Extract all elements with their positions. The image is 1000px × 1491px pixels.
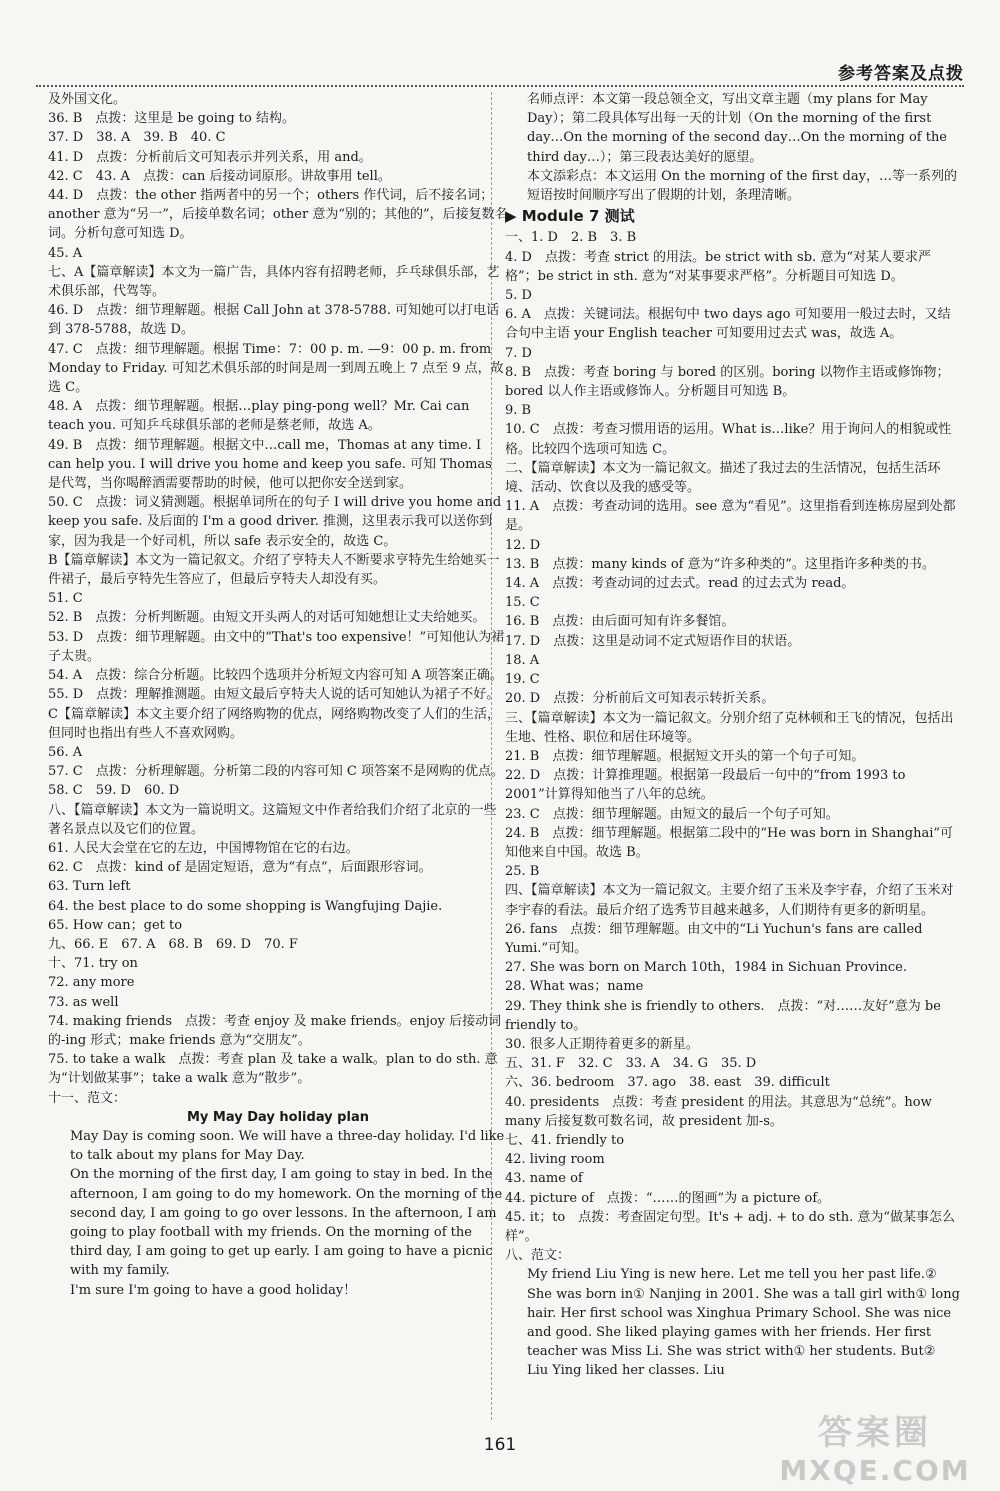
answer-line: 9. B <box>505 403 532 419</box>
answer-line: 44. picture of 点拨：“……的图画”为 a picture of。 <box>505 1190 831 1206</box>
answer-line: 49. B 点拨：细节理解题。根据文中…call me，Thomas at any time. I can help you. I will drive you home and keep you safe. 可知 Thomas 是代驾，当你喝醉酒需要帮助的时候，他可以把你安全送到家。 <box>48 437 492 492</box>
answer-line: 36. B 点拨：这里是 be going to 结构。 <box>48 111 295 127</box>
answer-line: 13. B 点拨：many kinds of 意为“许多种类的”。这里指许多种类的书。 <box>505 556 935 572</box>
answer-line: 14. A 点拨：考查动词的过去式。read 的过去式为 read。 <box>505 576 855 592</box>
answer-line: 四、【篇章解读】本文为一篇记叙文。主要介绍了玉米及李宇春，介绍了玉米对李宇春的看法。最后介绍了选秀节目越来越多，人们期待有更多的新明星。 <box>505 883 954 918</box>
answer-line: 八、【篇章解读】本文为一篇说明文。这篇短文中作者给我们介绍了北京的一些著名景点以及它们的位置。 <box>48 802 497 837</box>
answer-line: 二、【篇章解读】本文为一篇记叙文。描述了我过去的生活情况，包括生活环境、活动、饮食以及我的感受等。 <box>505 460 941 496</box>
essay-title: My May Day holiday plan <box>187 1109 369 1125</box>
answer-line: 48. A 点拨：细节理解题。根据…play ping-pong well？Mr. Cai can teach you. 可知乒乓球俱乐部的老师是蔡老师，故选 A。 <box>48 399 470 434</box>
answer-line: 17. D 点拨：这里是动词不定式短语作目的状语。 <box>505 633 801 649</box>
answer-line: 73. as well <box>48 994 119 1010</box>
essay-paragraph: May Day is coming soon. We will have a three-day holiday. I'd like to talk about my plans for May Day. <box>70 1128 505 1164</box>
answer-line: 53. D 点拨：细节理解题。由文中的“That's too expensive！”可知他认为裙子太贵。 <box>48 629 505 664</box>
answer-line: 16. B 点拨：由后面可知有许多餐馆。 <box>505 614 735 630</box>
answer-line: 4. D 点拨：考查 strict 的用法。be strict with sb. 意为“对某人要求严格”；be strict in sth. 意为“对某事要求严格”。分析题目可知选 D。 <box>505 249 931 284</box>
answer-line: 40. presidents 点拨：考查 president 的用法。其意思为“总统”。how many 后接复数可数名词，故 president 加-s。 <box>505 1094 932 1129</box>
answer-line: 62. C 点拨：kind of 是固定短语，意为“有点”，后面跟形容词。 <box>48 860 432 876</box>
answer-line: 七、41. friendly to <box>505 1132 625 1148</box>
answer-line: 50. C 点拨：词义猜测题。根据单词所在的句子 I will drive you home and keep you safe. 及后面的 I'm a good driver. 推测，这里表示我可以送你到家，因为我是一个好司机，所以 safe 表示安全的，故选 C。 <box>48 495 502 549</box>
answer-line: 十、71. try on <box>48 956 138 972</box>
commentary-line: 本文添彩点：本文运用 On the morning of the first day，…等一系列的短语按时间顺序写出了假期的计划，条理清晰。 <box>527 168 957 204</box>
answer-line: 51. C <box>48 591 83 607</box>
watermark-en: MXQE.COM <box>779 1454 971 1487</box>
answer-line: 八、范文： <box>505 1248 571 1264</box>
answer-line: 22. D 点拨：计算推理题。根据第一段最后一句中的“from 1993 to 2001”计算得知他当了八年的总统。 <box>505 768 906 803</box>
answer-line: 65. How can；get to <box>48 917 183 933</box>
answer-line: 41. D 点拨：分析前后文可知表示并列关系，用 and。 <box>48 149 372 165</box>
answer-line: 27. She was born on March 10th，1984 in Sichuan Province. <box>505 960 907 976</box>
answer-line: 5. D <box>505 288 532 304</box>
answer-line: 63. Turn left <box>48 879 131 895</box>
answer-line: 47. C 点拨：细节理解题。根据 Time：7：00 p. m. —9：00 p. m. from Monday to Friday. 可知艺术俱乐部的时间是周一到周五晚上 7 点至 9 点，故选 C。 <box>48 341 504 396</box>
right-essay: My friend Liu Ying is new here. Let me tell you her past life.② She was born in① Nanjing in 2001. She was a tall girl with① long hair. Her first school was Xinghua Primary School. She was nice and good. She liked playing games with her friends. Her first teacher was Miss Li. She was strict with① her students. But② Liu Ying liked her classes. Liu <box>527 1267 960 1379</box>
answer-line: 57. C 点拨：分析理解题。分析第二段的内容可知 C 项答案不是网购的优点。 <box>48 764 504 780</box>
answer-line: 六、36. bedroom 37. ago 38. east 39. difficult <box>505 1075 830 1091</box>
answer-line: 7. D <box>505 345 532 361</box>
answer-line: 12. D <box>505 537 541 553</box>
answer-line: 58. C 59. D 60. D <box>48 783 180 799</box>
answer-line: 10. C 点拨：考查习惯用语的运用。What is…like？用于询问人的相貌或性格。比较四个选项可知选 C。 <box>505 422 952 457</box>
module-heading: ▶ Module 7 测试 <box>505 207 635 226</box>
answer-line: 54. A 点拨：综合分析题。比较四个选项并分析短文内容可知 A 项答案正确。 <box>48 668 503 684</box>
header-title: 参考答案及点拨 <box>838 64 964 84</box>
answer-line: 及外国文化。 <box>48 92 127 107</box>
right-answer-list <box>505 228 960 1265</box>
answer-line: 64. the best place to do some shopping is Wangfujing Dajie. <box>48 898 443 914</box>
answer-line: 45. A <box>48 245 83 261</box>
answer-line: 43. name of <box>505 1171 583 1187</box>
right-commentary <box>505 90 960 205</box>
answer-line: 30. 很多人正期待着更多的新星。 <box>505 1036 699 1052</box>
answer-line: 56. A <box>48 744 83 760</box>
answer-line: 15. C <box>505 595 540 611</box>
answer-line: 19. C <box>505 672 540 688</box>
answer-line: 72. any more <box>48 975 135 991</box>
answer-line: 42. C 43. A 点拨：can 后接动词原形。讲故事用 tell。 <box>48 168 391 184</box>
answer-line: 28. What was；name <box>505 979 644 995</box>
left-answer-list <box>48 90 508 1108</box>
answer-line: 46. D 点拨：细节理解题。根据 Call John at 378-5788. 可知她可以打电话到 378-5788，故选 D。 <box>48 303 500 338</box>
right-column <box>505 90 960 1381</box>
answer-line: 23. C 点拨：细节理解题。由短文的最后一个句子可知。 <box>505 806 839 822</box>
answer-line: 三、【篇章解读】本文为一篇记叙文。分别介绍了克林顿和王飞的情况，包括出生地、性格、职位和居住环境等。 <box>505 710 954 745</box>
answer-line: 五、31. F 32. C 33. A 34. G 35. D <box>505 1056 757 1072</box>
answer-line: 55. D 点拨：理解推测题。由短文最后亨特夫人说的话可知她认为裙子不好。 <box>48 687 500 703</box>
essay-paragraph: On the morning of the first day, I am going to stay in bed. In the afternoon, I am going to do my homework. On the morning of the second day, I am going to go over lessons. In the afternoon, I am going to play football with my friends. On the morning of the third day, I am going to get up early. I am going to have a picnic with my family. <box>70 1167 503 1279</box>
answer-line: 18. A <box>505 652 540 668</box>
left-essay <box>48 1127 508 1300</box>
answer-line: 一、1. D 2. B 3. B <box>505 230 637 246</box>
answer-line: C【篇章解读】本文主要介绍了网络购物的优点，网络购物改变了人们的生活，但同时也指出有些人不喜欢网购。 <box>48 706 500 741</box>
answer-line: 20. D 点拨：分析前后文可知表示转折关系。 <box>505 691 775 707</box>
answer-line: 45. it；to 点拨：考查固定句型。It's + adj. + to do sth. 意为“做某事怎么样”。 <box>505 1209 956 1244</box>
answer-line: 75. to take a walk 点拨：考查 plan 及 take a walk。plan to do sth. 意为“计划做某事”；take a walk 意为“散步”。 <box>48 1052 498 1087</box>
page-header <box>36 55 964 87</box>
answer-line: 6. A 点拨：关键词法。根据句中 two days ago 可知要用一般过去时，又结合句中主语 your English teacher 可知要用过去式 was，故选 A。 <box>505 307 951 342</box>
answer-line: 52. B 点拨：分析判断题。由短文开头两人的对话可知她想让丈夫给她买。 <box>48 610 486 626</box>
answer-line: 11. A 点拨：考查动词的选用。see 意为“看见”。这里指看到连栋房屋到处都是。 <box>505 499 956 534</box>
answer-line: 42. living room <box>505 1152 605 1168</box>
watermark-logo <box>770 1405 980 1485</box>
answer-line: 29. They think she is friendly to others. 点拨：“对……友好”意为 be friendly to。 <box>505 998 941 1033</box>
watermark-cn: 答案圈 <box>818 1413 932 1453</box>
answer-line: 十一、范文： <box>48 1090 127 1106</box>
answer-line: 8. B 点拨：考查 boring 与 bored 的区别。boring 以物作主语或修饰物；bored 以人作主语或修饰人。分析题目可知选 B。 <box>505 364 950 400</box>
answer-line: 九、66. E 67. A 68. B 69. D 70. F <box>48 936 298 952</box>
answer-line: 21. B 点拨：细节理解题。根据短文开头的第一个句子可知。 <box>505 748 865 764</box>
answer-line: 七、A【篇章解读】本文为一篇广告，具体内容有招聘老师，乒乓球俱乐部，艺术俱乐部，代驾等。 <box>48 264 500 300</box>
answer-line: 26. fans 点拨：细节理解题。由文中的“Li Yuchun's fans are called Yumi.”可知。 <box>505 921 923 956</box>
page-number: 161 <box>483 1435 517 1455</box>
left-column <box>48 90 508 1300</box>
answer-line: 25. B <box>505 864 540 880</box>
answer-line: 37. D 38. A 39. B 40. C <box>48 130 226 146</box>
answer-line: 24. B 点拨：细节理解题。根据第二段中的“He was born in Shanghai”可知他来自中国。故选 B。 <box>505 825 954 860</box>
answer-line: B【篇章解读】本文为一篇记叙文。介绍了亨特夫人不断要求亨特先生给她买一件裙子，最后亨特先生答应了，但最后亨特夫人却没有买。 <box>48 552 500 588</box>
answer-line: 61. 人民大会堂在它的左边，中国博物馆在它的右边。 <box>48 840 359 856</box>
answer-line: 74. making friends 点拨：考查 enjoy 及 make friends。enjoy 后接动词的-ing 形式；make friends 意为“交朋友”。 <box>48 1013 502 1048</box>
answer-line: 44. D 点拨：the other 指两者中的另一个；others 作代词，后不接名词；another 意为“另一”，后接单数名词；other 意为“别的；其他的”，后接复数名词。分析句意可知选 D。 <box>48 188 508 242</box>
essay-paragraph: I'm sure I'm going to have a good holiday！ <box>70 1282 357 1298</box>
commentary-line: 名师点评：本文第一段总领全文，写出文章主题（my plans for May Day）；第二段具体写出每一天的计划（On the morning of the first day…On the morning of the second day…On the morning of the third day…）；第三段表达美好的愿望。 <box>527 92 948 165</box>
